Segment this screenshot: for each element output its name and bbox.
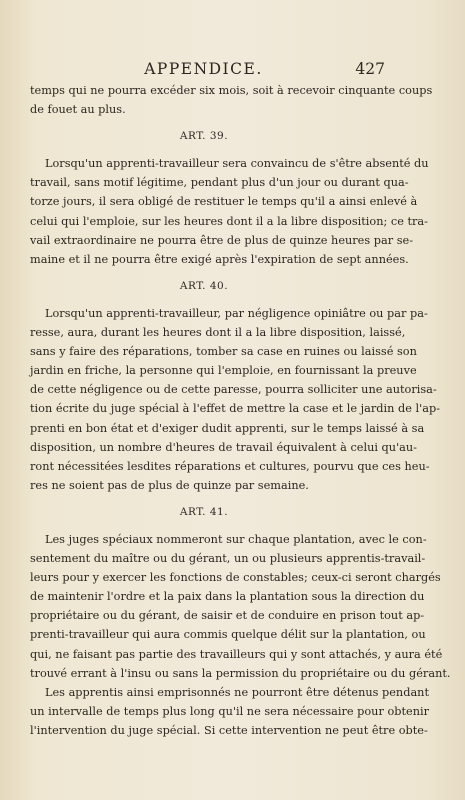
text-line: tion écrite du juge spécial à l'effet de mettre la case et le jardin de l'ap- xyxy=(30,402,441,416)
article-41-paragraph-2 xyxy=(30,683,429,740)
article-heading-39: ART. 39. xyxy=(179,130,229,143)
text-line: disposition, un nombre d'heures de travail équivalent à celui qu'au- xyxy=(30,440,418,454)
text-line: res ne soient pas de plus de quinze par semaine. xyxy=(30,478,309,492)
page-number: 427 xyxy=(355,60,385,78)
article-heading-40: ART. 40. xyxy=(179,279,229,292)
text-line: l'intervention du juge spécial. Si cette intervention ne peut être obte- xyxy=(30,723,428,737)
article-41-paragraph-1 xyxy=(30,530,451,683)
text-line: trouvé errant à l'insu ou sans la permission du propriétaire ou du gérant. xyxy=(30,666,451,680)
text-line: propriétaire ou du gérant, de saisir et de conduire en prison tout ap- xyxy=(30,609,425,623)
text-line: prenti-travailleur qui aura commis quelque délit sur la plantation, ou xyxy=(30,628,426,642)
article-heading-41: ART. 41. xyxy=(179,505,229,518)
text-line: qui, ne faisant pas partie des travailleurs qui y sont attachés, y aura été xyxy=(30,647,443,661)
article-39-paragraph xyxy=(30,154,429,269)
running-title: APPENDICE. xyxy=(144,60,263,78)
text-line: travail, sans motif légitime, pendant plus d'un jour ou durant qua- xyxy=(30,176,409,190)
text-line: Les apprentis ainsi emprisonnés ne pourront être détenus pendant xyxy=(45,685,429,699)
text-line: torze jours, il sera obligé de restituer le temps qu'il a ainsi enlevé à xyxy=(30,195,418,209)
text-line: de maintenir l'ordre et la paix dans la plantation sous la direction du xyxy=(30,590,425,604)
text-line: de cette négligence ou de cette paresse, pourra solliciter une autorisa- xyxy=(30,383,437,397)
page-body xyxy=(30,81,451,740)
text-line: jardin en friche, la personne qui l'emploie, en fournissant la preuve xyxy=(30,364,417,378)
text-line: sans y faire des réparations, tomber sa case en ruines ou laissé son xyxy=(30,345,417,359)
text-line: ront nécessitées lesdites réparations et cultures, pourvu que ces heu- xyxy=(30,459,430,473)
text-line: Lorsqu'un apprenti-travailleur, par négligence opiniâtre ou par pa- xyxy=(45,306,428,320)
text-line: resse, aura, durant les heures dont il a la libre disposition, laissé, xyxy=(30,326,406,340)
article-40-paragraph xyxy=(30,304,441,495)
text-line: vail extraordinaire ne pourra être de plus de quinze heures par se- xyxy=(30,233,414,247)
text-line: prenti en bon état et d'exiger dudit apprenti, sur le temps laissé à sa xyxy=(30,421,425,435)
text-line: leurs pour y exercer les fonctions de constables; ceux-ci seront chargés xyxy=(30,571,441,585)
text-line: de fouet au plus. xyxy=(30,103,126,117)
text-line: maine et il ne pourra être exigé après l'expiration de sept années. xyxy=(30,252,409,266)
continuation-paragraph xyxy=(30,81,433,119)
page-header xyxy=(30,60,385,82)
text-line: Les juges spéciaux nommeront sur chaque plantation, avec le con- xyxy=(45,532,427,546)
text-line: temps qui ne pourra excéder six mois, soit à recevoir cinquante coups xyxy=(30,84,433,97)
text-line: Lorsqu'un apprenti-travailleur sera convaincu de s'être absenté du xyxy=(45,157,429,171)
text-line: celui qui l'emploie, sur les heures dont il a la libre disposition; ce tra- xyxy=(30,214,428,228)
text-line: un intervalle de temps plus long qu'il ne sera nécessaire pour obtenir xyxy=(30,704,429,718)
text-line: sentement du maître ou du gérant, un ou plusieurs apprentis-travail- xyxy=(30,552,426,566)
